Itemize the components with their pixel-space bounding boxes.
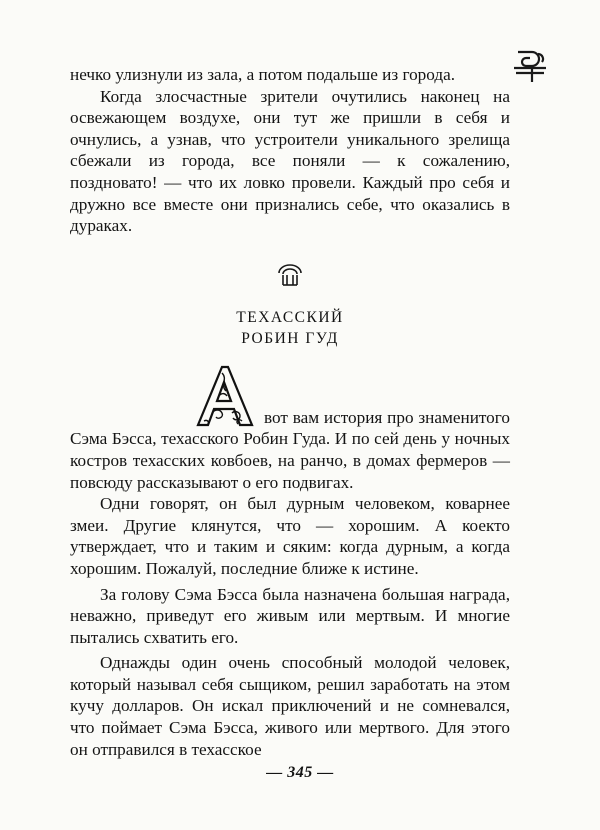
- page-number: — 345 —: [266, 764, 334, 781]
- paragraph-detective: Однажды один очень способный молодой человек, который называл себя сыщиком, решил заработать на этом кучу долларов. Он искал приключений и не сомневался, что поймает Сэма Бэсса, живого или мертвого. Для этого он отправился в техасское: [70, 653, 510, 759]
- paragraph-first: [70, 363, 510, 493]
- corner-ornament-icon: [512, 44, 548, 84]
- drop-cap-letter-icon: [192, 363, 258, 429]
- divider-ornament-icon: [275, 263, 305, 287]
- page-body: [70, 64, 510, 760]
- paragraph-reward: За голову Сэма Бэсса была назначена большая награда, неважно, приведут его живым или мертвым. И многие пытались схватить его.: [70, 584, 510, 647]
- chapter-title-line-1: ТЕХАССКИЙ: [236, 308, 344, 326]
- chapter-title: [70, 307, 510, 349]
- paragraph-continuation: нечко улизнули из зала, а потом подальше из города.: [70, 65, 456, 84]
- chapter-title-line-2: РОБИН ГУД: [241, 329, 339, 347]
- paragraph-opinions: Одни говорят, он был дурным человеком, коварнее змеи. Другие клянутся, что — хорошим. А коекто утверждает, что и таким и сяким: когда дурным, а когда хорошим. Пожалуй, последние ближе к истине.: [70, 494, 510, 578]
- drop-cap: [192, 363, 258, 429]
- paragraph-first-text: вот вам история про знаменитого Сэма Бэсса, техасского Робин Гуда. И по сей день у ночных костров техасских ковбоев, на ранчо, в домах фермеров — повсюду рассказывают о его подвигах.: [70, 407, 510, 492]
- paragraph-spectators: Когда злосчастные зрители очутились наконец на освежающем воздухе, они тут же пришли в себя и очнулись, а узнав, что устроители уникального зрелища сбежали из города, все поняли — к сожалению, поздновато! — что их ловко провели. Каждый про себя и дружно все вместе они признались себе, что оказались в дураках.: [70, 86, 510, 236]
